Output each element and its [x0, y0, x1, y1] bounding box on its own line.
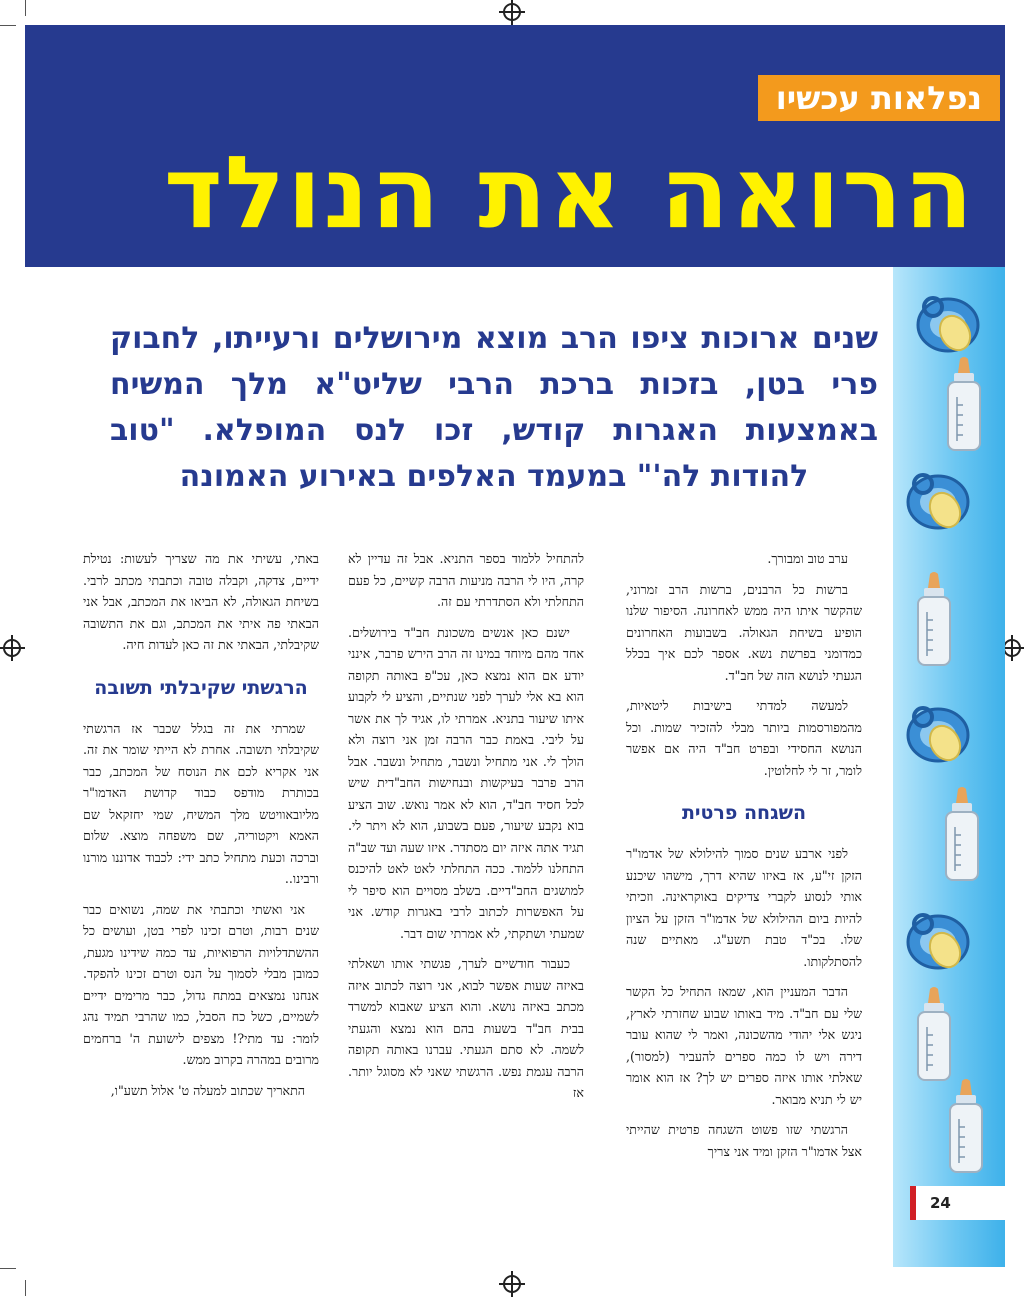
paragraph: התאריך שכתוב למעלה ט' אלול תשע"ו,	[110, 1082, 305, 1098]
registration-mark-top	[503, 3, 521, 21]
paragraph: למעשה למדתי בישיבות ליטאיות, מהמפורסמות ביותר מבלי להזכיר שמות. וכל הנושא החסידי ובפרט חב"ד היה אם אפשר לומר, זר לי לחלוטין.	[626, 698, 862, 778]
headline: הרואה את הנולד	[163, 134, 975, 251]
paragraph: באתי, עשיתי את מה שצריך לעשות: נטילת ידיים, צדקה, וקבלה טובה וכתבתי מכתב לרבי. בשיחת הגאולה, לא הביאו את המכתב, אבל אני הבאתי פה איתי את המכתב, וגם את התשובה שקיבלתי, הבאתי את זה כאן לעדות חיה.	[83, 551, 319, 652]
page-number-marker	[910, 1186, 1015, 1220]
lead-paragraph: שנים ארוכות ציפו הרב מוצא מירושלים ורעייתו, לחבוק פרי בטן, בזכות ברכת הרבי שליט"א מלך המשיח באמצעות האגרות קודש, זכו לנס המופלא. "טוב להודות לה'" במעמד האלפים באירוע האמונה	[110, 321, 878, 494]
paragraph: להתחיל ללמוד בספר התניא. אבל זה עדיין לא קרה, היו לי הרבה מניעות הרבה קשיים, כל פעם התחלתי ולא הסתדרתי עם זה.	[348, 551, 584, 609]
subheading: השגחה פרטית	[681, 802, 807, 824]
pacifier-icon	[901, 695, 975, 769]
section-tag: נפלאות עכשיו	[758, 75, 1000, 121]
baby-bottle-icon	[913, 987, 955, 1083]
pacifier-icon	[901, 462, 975, 536]
registration-mark-right	[1003, 639, 1021, 657]
paragraph: שמרתי את זה בגלל שכבר אז הרגשתי שקיבלתי תשובה. אחרת לא הייתי שומר את זה. אני אקריא לכם את הנוסח של המכתב, כבר בכותרת מודפס כבוד קדושת האדמו"ר מליובאוויטש מלך המשיח, שמי יחזקאל שם האמא ויקטוריה, שם משפחה מוצא. שלום וברכה וכעת מתחיל כתב ידי: לכבוד אדוננו מורנו ורבינו..	[83, 720, 319, 886]
registration-mark-left	[3, 639, 21, 657]
baby-bottle-icon	[913, 572, 955, 668]
paragraph: כעבור חודשיים לערך, פגשתי אותו ושאלתי באיזה שעות אפשר לבוא, אני רוצה לכתוב איזה מכתב באיזה נושא. והוא הציע שאבוא למשרד בבית חב"ד בשעות בהם הוא נמצא והגעתי לשמה. לא סתם הגעתי. עברנו באותה תקופה הרבה עגמת נפש. הרגשתי שאני לא מסוגל יותר. אז	[348, 956, 584, 1100]
baby-bottle-icon	[941, 787, 983, 883]
baby-bottle-icon	[945, 1079, 987, 1175]
paragraph: אני ואשתי וכתבתי את שמה, נשואים כבר שנים רבות, וטרם זכינו לפרי בטן, ועושים כל ההשתדלויות הרפואיות, עד כמה שידינו מגעת, כמובן מבלי לסמוך על הנס וטרם זכינו להפקד. אנחנו נמצאים במתח גדול, כבר מרימים ידיים לשמיים, כשל כח הסבל, כמו שהרבי תמיד נהג לומר: עד מתי?! מצפים לישועת ה' ברחמים מרובים במהרה בקרוב ממש.	[83, 901, 319, 1067]
subheading: הרגשתי שקיבלתי תשובה	[94, 676, 308, 699]
paragraph: ברשות כל הרבנים, ברשות הרב זמרוני, שהקשר איתו היה ממש לאחרונה. הסיפור שלנו הופיע בשיחת הגאולה. בשבועות האחרונים כמדומני בפרשת נשא. אספר לכם איך בכלל הגעתי לנושא הזה של חב"ד.	[626, 581, 862, 683]
paragraph: ישנם כאן אנשים משכונת חב"ד בירושלים. אחד מהם מיוחד במינו זה הרב הירש פרבר, אינני יודע אם הוא נמצא כאן, עכ"פ באותה תקופה הוא בא אלי לערך לפני שנתיים, והציע לי לקבוע איתו שיעור בתניא. אמרתי לו, אגיד לך את אשר על ליבי. באמת כבר הרבה זמן אני רוצה ולא הולך לי. אני מתחיל ונשבר, מתחיל ונשבר. אבל הרב פרבר בעיקשות ובנחישות החב"דית שיש לכל חסיד חב"ד, הוא לא אמר נואש. שוב הציע בוא נקבע שיעור, פעם בשבוע, הוא לא ויתר לי. תגיד אתה איזה יום מסתדר. איזו שעה ועד שב"ה התחלנו ללמוד. ככה התחלתי לאט לאט להיכנס למושגים החב"דיים. בשלב מסויים הוא סיפר לי על האפשרות לכתוב לרבי באגרות קודש. אני שמעתי ושתקתי, לא אמרתי שום דבר.	[348, 624, 584, 941]
registration-mark-bottom	[503, 1275, 521, 1293]
crop-mark	[0, 25, 16, 26]
baby-bottle-icon	[943, 357, 985, 453]
page-number: 24	[930, 1194, 951, 1212]
crop-mark	[0, 1268, 16, 1269]
pacifier-icon	[901, 902, 975, 976]
pacifier-icon	[911, 285, 985, 359]
article-column-middle	[348, 548, 584, 1113]
paragraph: לפני ארבע שנים סמוך להילולא של אדמו"ר הזקן זי"ע, אז באיזו שהיא דרך, מישהו שיכנע אותי לנסוע לקברי צדיקים באוקראינה. וזכיתי להיות ביום ההילולא של אדמו"ר הזקן על הציון שלו. בכ"ד טבת תשע"ג. מאתיים שנה להסתלקותו.	[626, 846, 862, 969]
crop-mark	[25, 0, 26, 16]
paragraph: הדבר המעניין הוא, שמאז התחיל כל הקשר שלי עם חב"ד. מיד באותו שבוע שחזרתי לארץ, ניגש אלי יהודי מהשכונה, ואמר לי שהוא עובר דירה ויש לו כמה ספרים להעביר (למסור), שאלתי אותו איזה ספרים יש לך? אז הוא אומר יש לי תניא מבואר.	[626, 984, 862, 1107]
article-column-left	[83, 548, 319, 1110]
crop-mark	[25, 1280, 26, 1296]
paragraph: ערב טוב ומבורך.	[767, 551, 848, 566]
decorative-strip	[893, 267, 1005, 1267]
header-banner	[25, 25, 1005, 267]
paragraph: הרגשתי שזו פשוט השגחה פרטית שהייתי אצל אדמו"ר הזקן ומיד אני צריך	[626, 1122, 862, 1159]
article-column-right	[626, 548, 862, 1171]
